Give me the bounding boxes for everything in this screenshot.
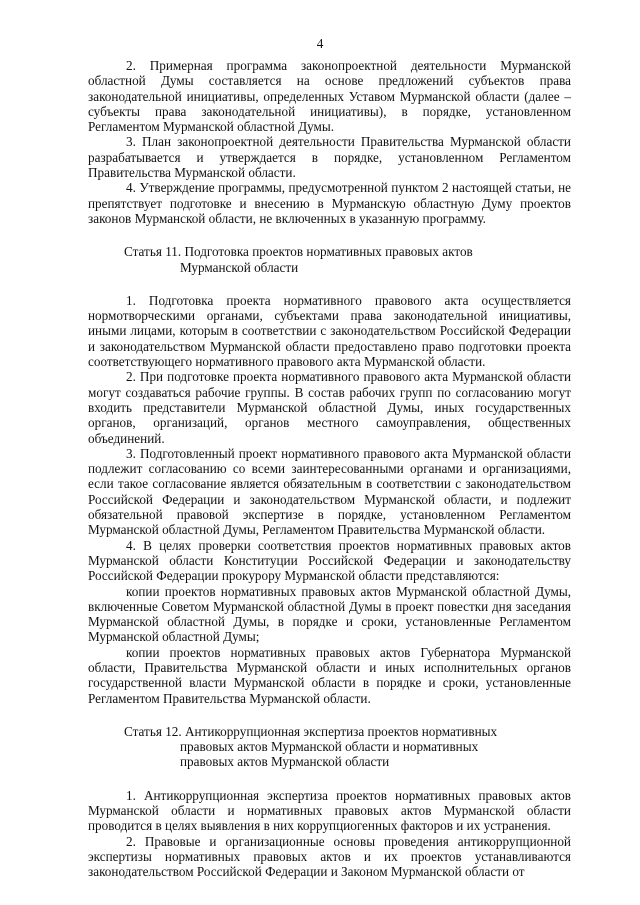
heading-line: Мурманской области [180,259,299,275]
paragraph: копии проектов нормативных правовых актов Губернатора Мурманской области, Правительства Мурманской области и иных исполнительных органов государственной власти Мурманской области в порядке и сроки, установленные Регламентом Правительства Мурманской области. [88,644,571,706]
paragraph: 3. План законопроектной деятельности Правительства Мурманской области разрабатывается и утверждается в порядке, установленном Регламентом Правительства Мурманской области. [88,134,571,181]
paragraph: 2. Правовые и организационные основы проведения антикоррупционной экспертизы нормативных правовых актов и их проектов устанавливаются законодательством Российской Федерации и Законом Мурманской области от [88,833,571,880]
paragraph: 2. Примерная программа законопроектной деятельности Мурманской областной Думы составляется на основе предложений субъектов права законодательной инициативы, определенных Уставом Мурманской области (далее – субъекты права законодательной инициативы), в порядке, установленном Регламентом Мурманской областной Думы. [88,58,571,135]
paragraph: 1. Подготовка проекта нормативного правового акта осуществляется нормотворческими органами, субъектами права законодательной инициативы, иными лицами, которым в соответствии с законодательством Российской Федерации и законодательством Мурманской области предоставлено право подготовки проекта соответствующего нормативного правового акта Мурманской области. [88,292,571,370]
heading-line: Статья 12. Антикоррупционная экспертиза проектов нормативных [124,723,498,739]
paragraph: 4. В целях проверки соответствия проектов нормативных правовых актов Мурманской области Конституции Российской Федерации и законодательству Российской Федерации прокурору Мурманской области представляются: [88,537,571,584]
paragraph: 3. Подготовленный проект нормативного правового акта Мурманской области подлежит согласованию со всеми заинтересованными органами и организациями, если такое согласование является обязательным в соответствии с законодательством Российской Федерации и законодательством Мурманской области, и подлежит обязательной правовой экспертизе в порядке, установленном Регламентом Мурманской областной Думы, Регламентом Правительства Мурманской области. [88,445,571,538]
paragraph: 1. Антикоррупционная экспертиза проектов нормативных правовых актов Мурманской области и нормативных правовых актов Мурманской области проводится в целях выявления в них коррупциогенных факторов и их устранения. [88,787,571,834]
paragraph: копии проектов нормативных правовых актов Мурманской областной Думы, включенные Советом Мурманской областной Думы в проект повестки дня заседания Мурманской областной Думы, в порядке и сроки, установленные Регламентом Мурманской областной Думы; [88,583,571,645]
paragraph: 2. При подготовке проекта нормативного правового акта Мурманской области могут создаваться рабочие группы. В состав рабочих групп по согласованию могут входить представители Мурманской областной Думы, иных государственных органов, организаций, органов местного самоуправления, общественных объединений. [88,369,571,446]
article-12-heading [88,724,571,770]
article-11-heading [88,244,571,275]
heading-line: правовых актов Мурманской области и нормативных [180,739,479,755]
heading-line: Статья 11. Подготовка проектов нормативных правовых актов [124,244,473,260]
document-body [88,58,571,880]
paragraph: 4. Утверждение программы, предусмотренной пунктом 2 настоящей статьи, не препятствует подготовке и внесению в Мурманскую областную Думу проектов законов Мурманской области, не включенных в указанную программу. [88,180,571,226]
page-number: 4 [316,36,324,51]
heading-line: правовых актов Мурманской области [180,754,390,770]
